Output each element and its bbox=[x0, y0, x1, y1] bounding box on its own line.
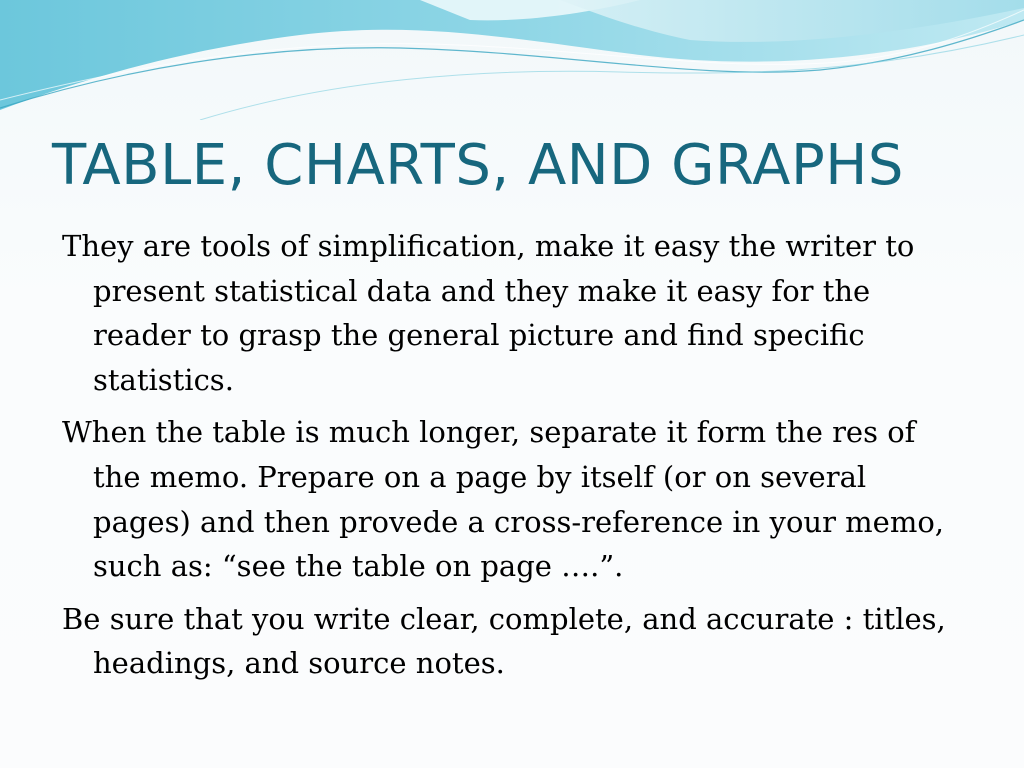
decorative-wave-header bbox=[0, 0, 1024, 120]
bullet-list bbox=[62, 224, 972, 694]
paragraph-tools: They are tools of simplification, make it easy the writer to present statistical data and they make it easy for the reader to grasp the general picture and find specific statistics. bbox=[62, 229, 915, 397]
slide-title: TABLE, CHARTS, AND GRAPHS bbox=[52, 133, 904, 198]
paragraph-be-sure: Be sure that you write clear, complete, and accurate : titles, headings, and source notes. bbox=[62, 601, 946, 681]
paragraph-long-table: When the table is much longer, separate it form the res of the memo. Prepare on a page by itself (or on several pages) and then provede a cross-reference in your memo, such as: “see the table on page ….”. bbox=[62, 415, 944, 584]
